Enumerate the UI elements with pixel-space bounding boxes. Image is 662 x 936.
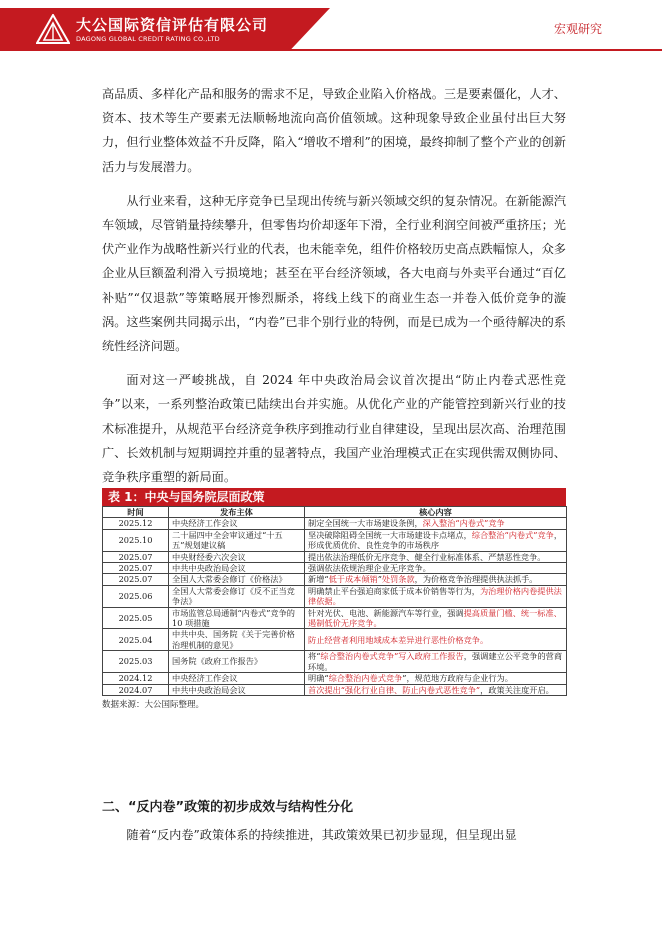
header-rule [0,49,662,51]
content-text: ，为价格竞争治理提供执法抓手。 [414,574,538,585]
cell-time: 2024.12 [103,673,169,684]
section-body [102,823,566,857]
content-text: 强调依法依规治理企业无序竞争。 [308,563,431,574]
cell-time: 2025.04 [103,629,169,651]
page-header [0,0,662,62]
table-row [103,629,567,651]
cell-time: 2025.05 [103,607,169,629]
cell-time: 2025.03 [103,651,169,673]
highlight-text: 综合整治“内卷式”竞争 [471,529,554,540]
cell-time: 2025.10 [103,529,169,551]
content-text: 针对光伏、电池、新能源汽车等行业，强调 [308,607,464,618]
cell-content [305,651,567,673]
highlight-text: 综合整治内卷式竞争”写入政府工作报告 [320,651,464,662]
header-time: 时间 [103,507,169,518]
paragraph-1: 高品质、多样化产品和服务的需求不足，导致企业陷入价格战。三是要素僵化，人才、资本、技术等生产要素无法顺畅地流向高价值领域。这种现象导致企业虽付出巨大努力，但行业整体效益不升反降，陷入“增收不增利”的困境，最终抑制了整个产业的创新活力与发展潜力。 [102,87,566,174]
highlight-text: 低于成本倾销 [328,574,378,585]
header-issuer: 发布主体 [169,507,305,518]
highlight-text: 首次提出“强化行业自律、防止内卷式恶性竞争” [308,684,481,695]
table-source-note: 数据来源：大公国际整理。 [102,699,205,710]
highlight-text: 提高质量门槛、统一标准、遏制低价无序竞争。 [308,607,562,629]
table-header-row [103,507,567,518]
cell-content [305,529,567,551]
cell-content [305,518,567,529]
table-row [103,518,567,529]
company-name-en: DAGONG GLOBAL CREDIT RATING CO.,LTD [76,35,220,43]
header-content: 核心内容 [305,507,567,518]
content-text: 明确禁止平台强迫商家低于成本价销售等行为， [308,585,480,596]
content-text: 制定全国统一大市场建设条例， [308,518,423,529]
cell-content [305,563,567,574]
paragraph-3: 面对这一严峻挑战，自 2024 年中央政治局会议首次提出“防止内卷式恶性竞争”以来，一系列整治政策已陆续出台并实施。从优化产业的产能管控到新兴行业的技术标准提升，从规范平台经济竞争秩序到推动行业自律建设，呈现出层次高、治理范围广、长效机制与短期调控并重的显著特点，我国产业治理模式正在实现供需双侧协同、竞争秩序重塑的新局面。 [102,373,566,485]
cell-time: 2025.07 [103,574,169,585]
cell-issuer: 中央财经委六次会议 [169,551,305,562]
cell-content [305,574,567,585]
dagong-logo-icon [36,14,70,44]
cell-issuer: 全国人大常委会修订《反不正当竞争法》 [169,585,305,607]
content-text: ，形成优质优价、良性竞争的市场秩序 [308,529,563,551]
table-row [103,684,567,695]
cell-time: 2024.07 [103,684,169,695]
table-row [103,563,567,574]
content-text: 新增“ [308,574,329,585]
highlight-text: 防止经营者利用地域成本差异进行恶性价格竞争。 [308,634,489,645]
cell-time: 2025.06 [103,585,169,607]
company-name-cn: 大公国际资信评估有限公司 [76,16,269,34]
cell-issuer: 中央经济工作会议 [169,518,305,529]
highlight-text: 为治理价格内卷提供法律依据。 [308,585,562,607]
cell-content [305,673,567,684]
table-row [103,585,567,607]
cell-time: 2025.07 [103,563,169,574]
content-text: ，政策关注度开启。 [480,684,554,695]
cell-issuer: 中央经济工作会议 [169,673,305,684]
section-tag: 宏观研究 [553,22,602,36]
table-title: 表 1：中央与国务院层面政策 [102,488,566,506]
cell-content [305,551,567,562]
cell-time: 2025.07 [103,551,169,562]
cell-issuer: 中共中央、国务院《关于完善价格治理机制的意见》 [169,629,305,651]
table-row [103,673,567,684]
policy-table-block [102,488,566,710]
highlight-text: 综合整治内卷式竞争 [328,673,403,684]
cell-time: 2025.12 [103,518,169,529]
content-text: 将“ [308,651,321,662]
content-text: 坚决破除阻碍全国统一大市场建设卡点堵点， [308,529,472,540]
cell-issuer: 中共中央政治局会议 [169,563,305,574]
table-row [103,574,567,585]
cell-content [305,585,567,607]
cell-issuer: 二十届四中全会审议通过“十五五”规划建议稿 [169,529,305,551]
table-row [103,607,567,629]
cell-issuer: 全国人大常委会修订《价格法》 [169,574,305,585]
paragraph-2: 从行业来看，这种无序竞争已呈现出传统与新兴领域交织的复杂情况。在新能源汽车领域，尽管销量持续攀升，但零售均价却逐年下滑，全行业利润空间被严重挤压；光伏产业作为战略性新兴行业的代表，也未能幸免，组件价格较历史高点跌幅惊人，众多企业从巨额盈利滑入亏损境地；甚至在平台经济领域，各大电商与外卖平台通过“百亿补贴”“仅退款”等策略展开惨烈厮杀，将线上线下的商业生态一并卷入低价竞争的漩涡。这些案例共同揭示出，“内卷”已非个别行业的特例，而是已成为一个亟待解决的系统性经济问题。 [102,193,566,354]
content-text: ，强调建立公平竞争的营商环境。 [308,651,563,672]
table-row [103,651,567,673]
cell-issuer: 国务院《政府工作报告》 [169,651,305,673]
content-text: ” [377,574,382,585]
content-text: ”，规范地方政府与企业行为。 [402,673,513,684]
highlight-text: 深入整治“内卷式”竞争 [422,518,505,529]
cell-content [305,684,567,695]
table-row [103,551,567,562]
cell-issuer: 中共中央政治局会议 [169,684,305,695]
paragraph-4: 随着“反内卷”政策体系的持续推进，其政策效果已初步显现，但呈现出显 [126,828,517,842]
highlight-text: 处罚条款 [381,574,415,585]
cell-issuer: 市场监管总局通制“内卷式”竞争的 10 项措施 [169,607,305,629]
cell-content [305,607,567,629]
content-text: 明确“ [308,673,329,684]
table-row [103,529,567,551]
cell-content [305,629,567,651]
content-text: 提出依法治理低价无序竞争、健全行业标准体系、严禁恶性竞争。 [308,551,546,562]
section-heading: 二、“反内卷”政策的初步成效与结构性分化 [102,800,354,815]
policy-table [102,506,567,696]
body-text [102,82,566,499]
